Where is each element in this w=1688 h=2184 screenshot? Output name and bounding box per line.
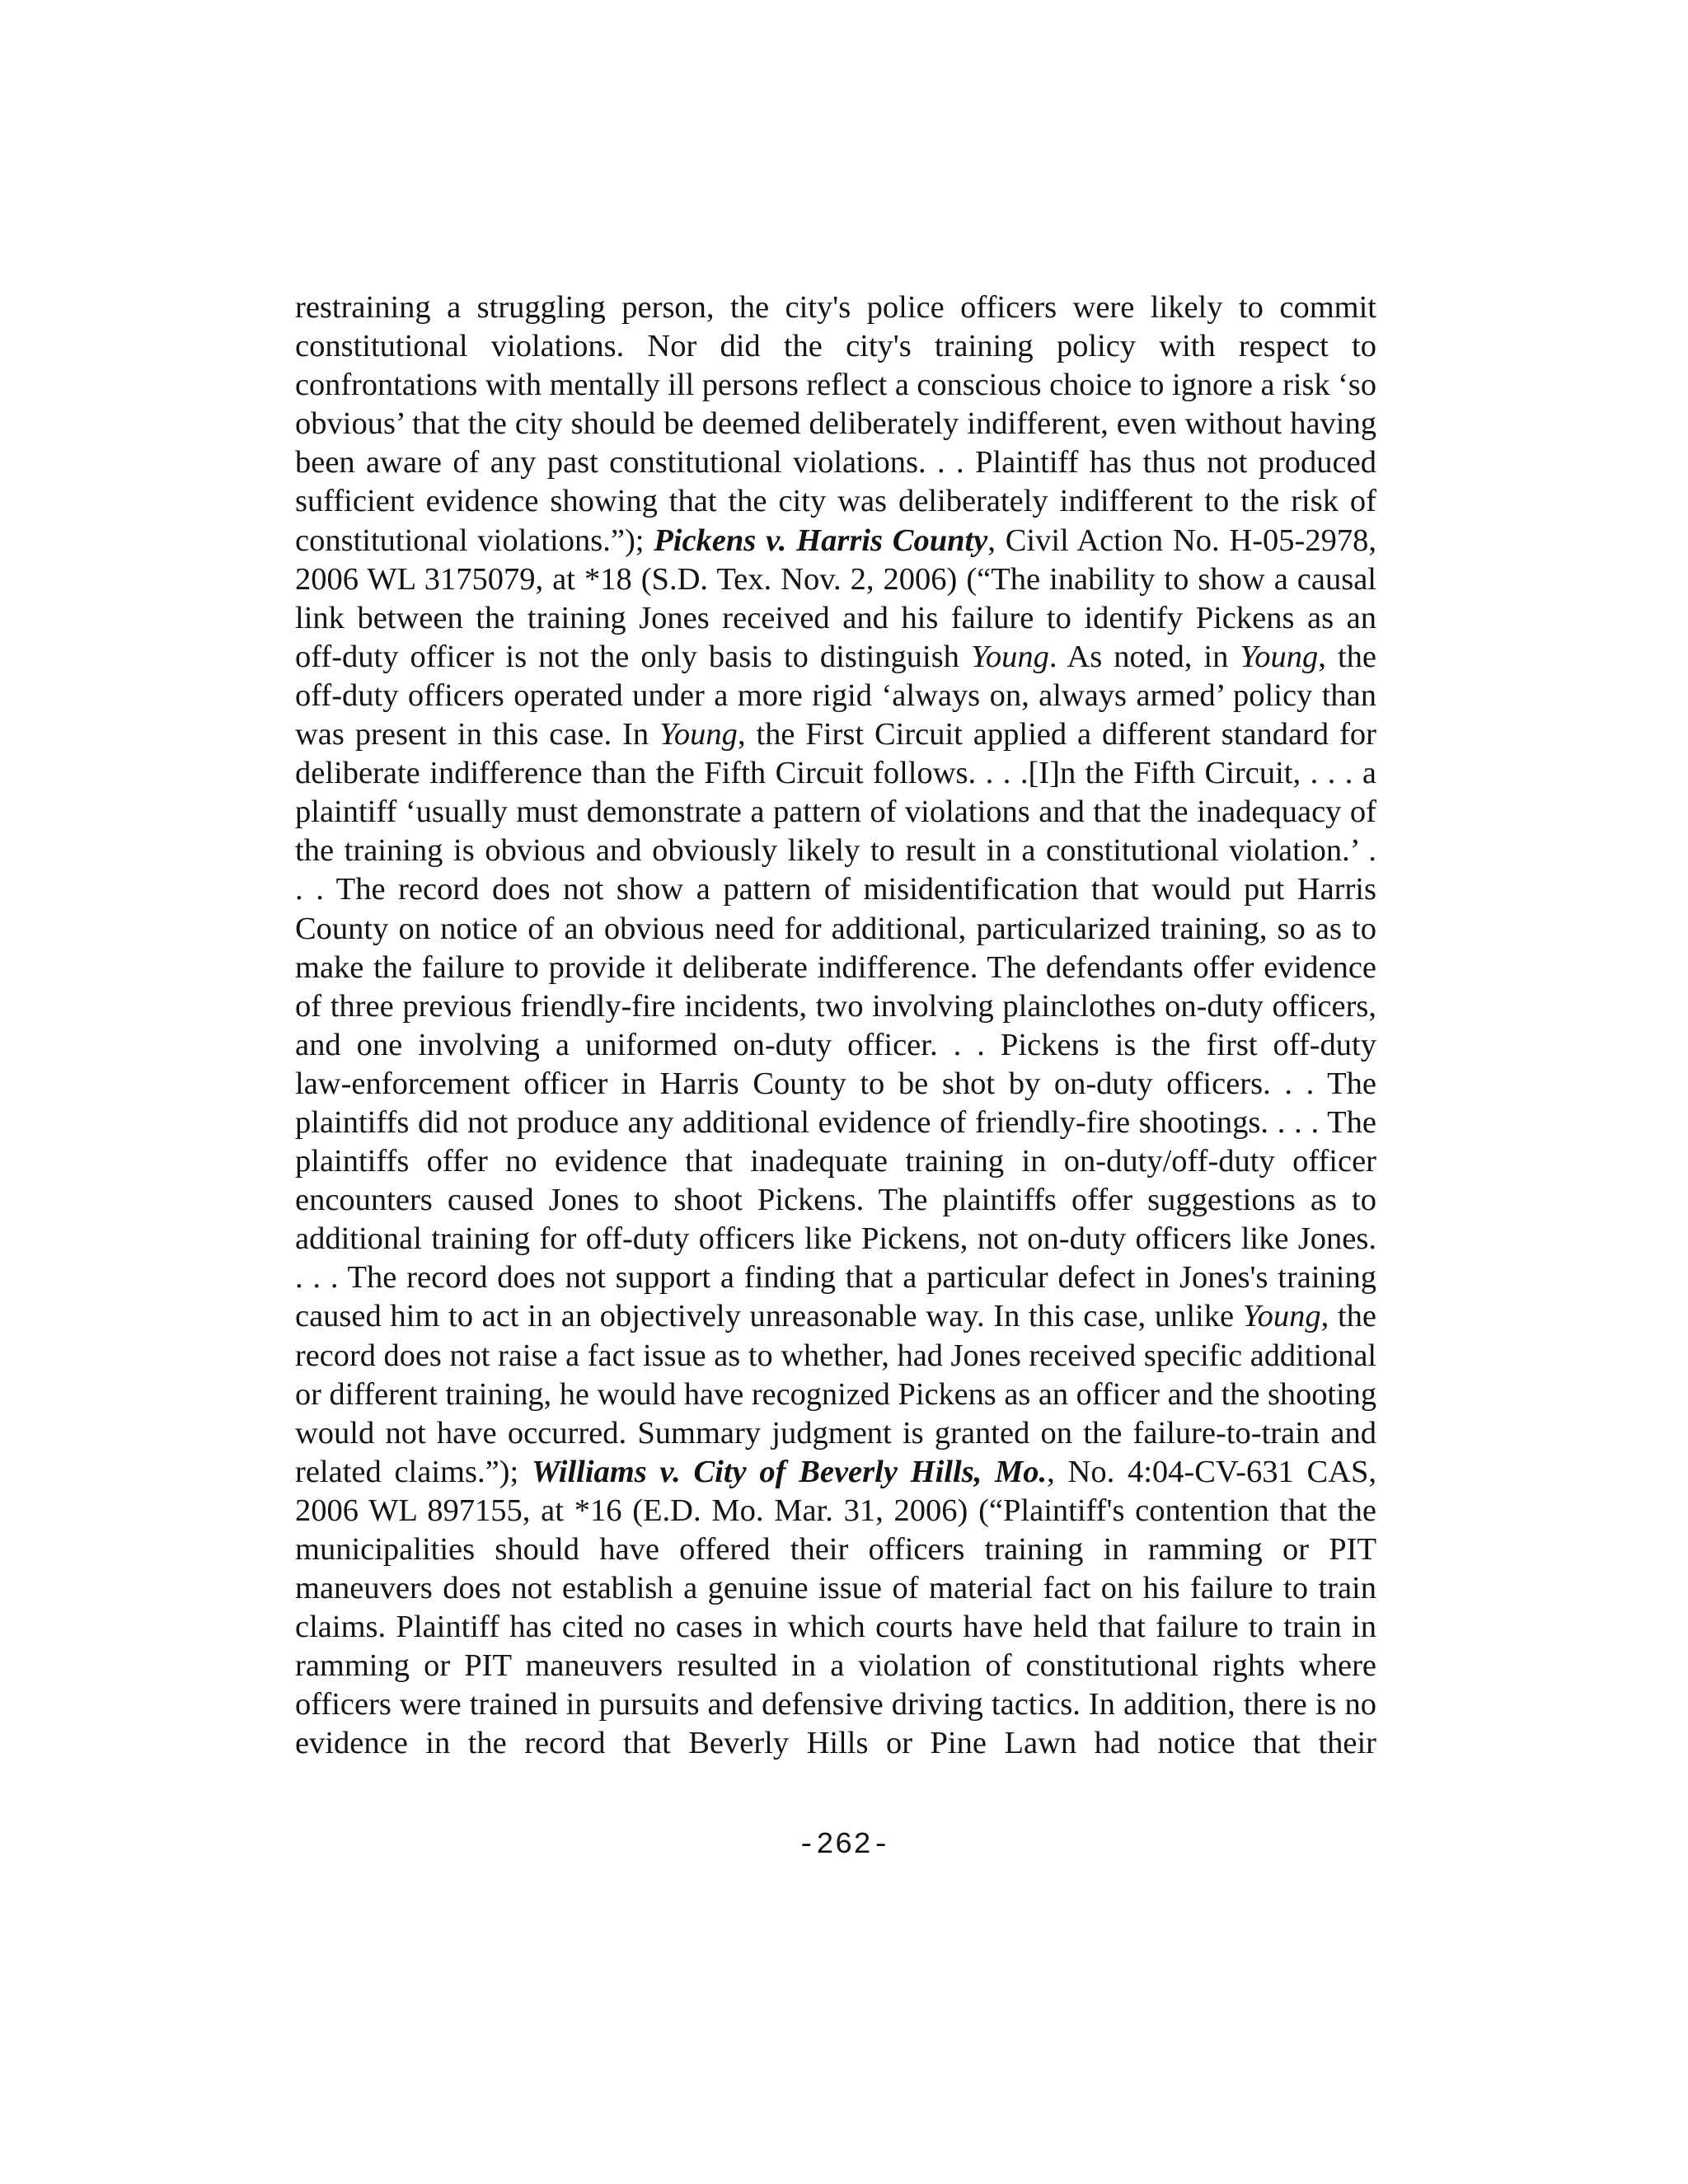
text-segment: 2006 WL 3175079, at *18 (S.D. Tex. Nov. 2, 2006) (“The inability to show a causal: [295, 561, 1376, 597]
text-segment: officers were trained in pursuits and defensive driving tactics. In addition, there is no: [295, 1687, 1376, 1722]
case-citation: Pickens v. Harris County: [654, 523, 988, 558]
text-segment: was present in this case. In: [295, 717, 660, 752]
text-segment: law-enforcement officer in Harris County to be shot by on-duty officers. . . The: [295, 1066, 1376, 1101]
text-segment: off-duty officer is not the only basis to distinguish: [295, 639, 971, 674]
page-number: -262-: [797, 1828, 891, 1862]
italic-case-reference: Young: [970, 639, 1049, 674]
text-line: [295, 910, 1376, 949]
text-line: [295, 1608, 1376, 1647]
text-line: [295, 832, 1376, 870]
text-segment: constitutional violations. Nor did the city's training policy with respect to: [295, 329, 1376, 364]
text-segment: caused him to act in an objectively unreasonable way. In this case, unlike: [295, 1299, 1243, 1334]
body-paragraph: [295, 288, 1376, 1764]
text-line: [295, 1297, 1376, 1336]
text-segment: evidence in the record that Beverly Hills or Pine Lawn had notice that their: [295, 1726, 1376, 1761]
text-segment: constitutional violations.”);: [295, 523, 654, 558]
text-line: [295, 599, 1376, 638]
text-segment: 2006 WL 897155, at *16 (E.D. Mo. Mar. 31, 2006) (“Plaintiff's contention that the: [295, 1493, 1376, 1528]
text-line: [295, 870, 1376, 909]
text-segment: municipalities should have offered their officers training in ramming or PIT: [295, 1532, 1376, 1567]
text-line: [295, 1453, 1376, 1492]
text-line: [295, 288, 1376, 327]
italic-case-reference: Young: [1240, 639, 1319, 674]
text-line: [295, 405, 1376, 443]
text-segment: . As noted, in: [1048, 639, 1240, 674]
text-line: [295, 638, 1376, 677]
text-line: [295, 1647, 1376, 1685]
text-line: [295, 327, 1376, 366]
text-segment: , the: [1320, 1299, 1376, 1334]
text-line: [295, 1026, 1376, 1065]
text-line: [295, 1724, 1376, 1763]
text-segment: or different training, he would have recognized Pickens as an officer and the shooting: [295, 1376, 1376, 1412]
text-segment: deliberate indifference than the Fifth Circuit follows. . . .[I]n the Fifth Circuit, . . . a: [295, 756, 1376, 791]
text-segment: and one involving a uniformed on-duty officer. . . Pickens is the first off-duty: [295, 1027, 1376, 1062]
text-segment: been aware of any past constitutional violations. . . Plaintiff has thus not produced: [295, 445, 1376, 480]
text-segment: County on notice of an obvious need for additional, particularized training, so as to: [295, 911, 1376, 946]
text-line: [295, 1414, 1376, 1453]
text-line: [295, 949, 1376, 987]
text-segment: sufficient evidence showing that the city was deliberately indifferent to the risk of: [295, 484, 1376, 519]
text-segment: of three previous friendly-fire incidents, two involving plainclothes on-duty officers,: [295, 988, 1376, 1024]
text-line: [295, 366, 1376, 405]
text-line: [295, 1492, 1376, 1530]
text-segment: link between the training Jones received and his failure to identify Pickens as an: [295, 600, 1376, 635]
text-segment: obvious’ that the city should be deemed deliberately indifferent, even without having: [295, 406, 1376, 442]
text-segment: confrontations with mentally ill persons reflect a conscious choice to ignore a risk ‘so: [295, 368, 1376, 403]
text-segment: , No. 4:04-CV-631 CAS,: [1047, 1454, 1376, 1489]
text-line: [295, 1530, 1376, 1569]
text-line: [295, 754, 1376, 793]
text-line: [295, 1685, 1376, 1724]
text-line: [295, 1337, 1376, 1376]
text-segment: ramming or PIT maneuvers resulted in a violation of constitutional rights where: [295, 1648, 1376, 1684]
text-line: [295, 560, 1376, 599]
text-line: [295, 522, 1376, 560]
text-segment: would not have occurred. Summary judgment is granted on the failure-to-train and: [295, 1415, 1376, 1451]
text-segment: , the First Circuit applied a different standard for: [737, 717, 1376, 752]
text-segment: plaintiffs did not produce any additional evidence of friendly-fire shootings. . . . The: [295, 1104, 1376, 1140]
text-segment: restraining a struggling person, the city's police officers were likely to commit: [295, 290, 1376, 325]
text-line: [295, 443, 1376, 482]
text-segment: additional training for off-duty officers like Pickens, not on-duty officers like Jones.: [295, 1221, 1376, 1257]
text-segment: , the: [1318, 639, 1376, 674]
text-line: [295, 987, 1376, 1026]
text-segment: the training is obvious and obviously likely to result in a constitutional violation.’ .: [295, 833, 1376, 869]
text-line: [295, 677, 1376, 715]
text-line: [295, 1142, 1376, 1181]
text-line: [295, 1065, 1376, 1104]
text-line: [295, 1220, 1376, 1258]
text-line: [295, 1258, 1376, 1297]
text-segment: record does not raise a fact issue as to whether, had Jones received specific additional: [295, 1338, 1376, 1373]
text-line: [295, 482, 1376, 521]
text-line: [295, 793, 1376, 832]
text-segment: . . . The record does not support a finding that a particular defect in Jones's training: [295, 1260, 1376, 1296]
text-segment: claims. Plaintiff has cited no cases in which courts have held that failure to train in: [295, 1610, 1376, 1645]
text-line: [295, 715, 1376, 754]
text-segment: maneuvers does not establish a genuine issue of material fact on his failure to train: [295, 1571, 1376, 1606]
text-segment: related claims.”);: [295, 1454, 532, 1489]
text-line: [295, 1376, 1376, 1414]
case-citation: Williams v. City of Beverly Hills, Mo.: [531, 1454, 1048, 1489]
italic-case-reference: Young: [659, 717, 738, 752]
text-segment: , Civil Action No. H-05-2978,: [987, 523, 1376, 558]
text-segment: make the failure to provide it deliberate indifference. The defendants offer evidence: [295, 949, 1376, 985]
text-segment: encounters caused Jones to shoot Pickens. The plaintiffs offer suggestions as to: [295, 1183, 1376, 1218]
text-segment: plaintiffs offer no evidence that inadequate training in on-duty/off-duty officer: [295, 1144, 1376, 1179]
text-line: [295, 1104, 1376, 1142]
text-segment: . . The record does not show a pattern of misidentification that would put Harris: [295, 872, 1376, 907]
text-line: [295, 1569, 1376, 1608]
italic-case-reference: Young: [1242, 1299, 1321, 1334]
text-line: [295, 1181, 1376, 1220]
text-segment: off-duty officers operated under a more rigid ‘always on, always armed’ policy than: [295, 677, 1376, 713]
text-segment: plaintiff ‘usually must demonstrate a pattern of violations and that the inadequacy of: [295, 794, 1376, 830]
